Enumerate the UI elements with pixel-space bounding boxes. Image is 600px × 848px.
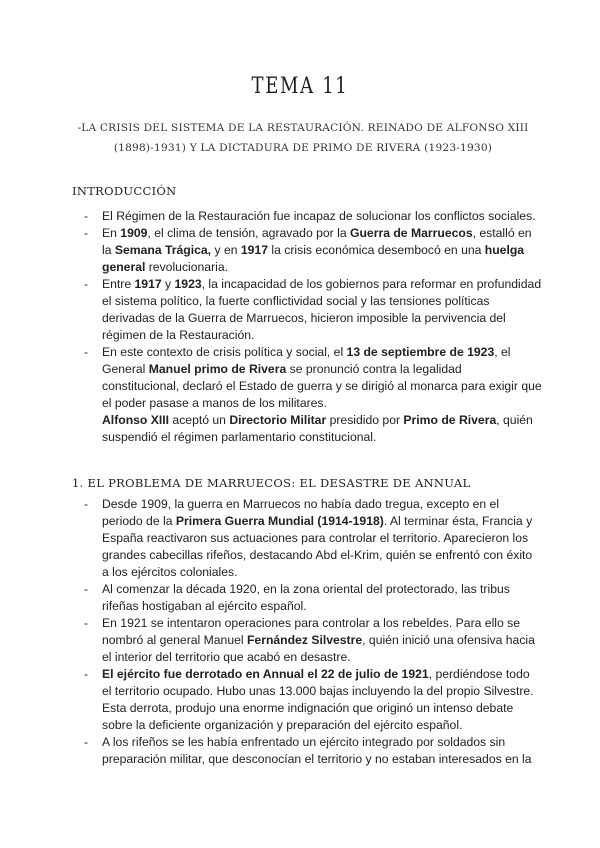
list-item: - A los rifeños se les había enfrentado un ejército integrado por soldados sin preparación militar, que desconocían el territorio y no estaban interesados en la [82, 734, 542, 768]
list-item: - En 1909, el clima de tensión, agravado por la Guerra de Marruecos, estalló en la Semana Trágica, y en 1917 la crisis económica desembocó en una huelga general revolucionaria. [82, 225, 542, 276]
list-item: - En este contexto de crisis política y social, el 13 de septiembre de 1923, el General Manuel primo de Rivera se pronunció contra la legalidad constitucional, declaró el Estado de guerra y se dirigió al monarca para exigir que el poder pasase a manos de los militares. [82, 344, 542, 412]
list-item: - El ejército fue derrotado en Annual el 22 de julio de 1921, perdiéndose todo el territorio ocupado. Hubo unas 13.000 bajas incluyendo la del propio Silvestre. Esta derrota, produjo una enorme indignación que originó un intenso debate sobre la deficiente organización y preparación del ejército español. [82, 666, 542, 734]
document-title: TEMA 11 [251, 74, 349, 99]
intro-note: Alfonso XIII aceptó un Directorio Militar presidido por Primo de Rivera, quién suspendió el régimen parlamentario constitucional. [102, 413, 533, 444]
list-item: - En 1921 se intentaron operaciones para controlar a los rebeldes. Para ello se nombró al general Manuel Fernández Silvestre, quién inició una ofensiva hacia el interior del territorio que acabó en desastre. [82, 615, 542, 666]
section-heading-introduccion: INTRODUCCIÓN [72, 184, 177, 198]
list-item: - Al comenzar la década 1920, en la zona oriental del protectorado, las tribus rifeñas hostigaban al ejército español. [82, 581, 542, 615]
section1-bullet-list [82, 496, 542, 768]
list-item: - Entre 1917 y 1923, la incapacidad de los gobiernos para reformar en profundidad el sistema político, la fuerte conflictividad social y las tensiones políticas derivadas de la Guerra de Marruecos, hicieron imposible la pervivencia del régimen de la Restauración. [82, 276, 542, 344]
intro-bullet-list [82, 208, 542, 446]
list-item: - Desde 1909, la guerra en Marruecos no había dado tregua, excepto en el periodo de la Primera Guerra Mundial (1914-1918). Al terminar ésta, Francia y España reactivaron sus actuaciones para controlar el territorio. Aparecieron los grandes cabecillas rifeños, destacando Abd el-Krim, quién se enfrentó con éxito a los ejércitos coloniales. [82, 496, 542, 581]
document-subtitle: -LA CRISIS DEL SISTEMA DE LA RESTAURACIÓN. REINADO DE ALFONSO XIII (1898)-1931) Y LA DICTADURA DE PRIMO DE RIVERA (1923-1930) [77, 122, 529, 154]
section-heading-marruecos: 1. EL PROBLEMA DE MARRUECOS: EL DESASTRE DE ANNUAL [72, 476, 471, 490]
list-item: - El Régimen de la Restauración fue incapaz de solucionar los conflictos sociales. [82, 208, 542, 225]
